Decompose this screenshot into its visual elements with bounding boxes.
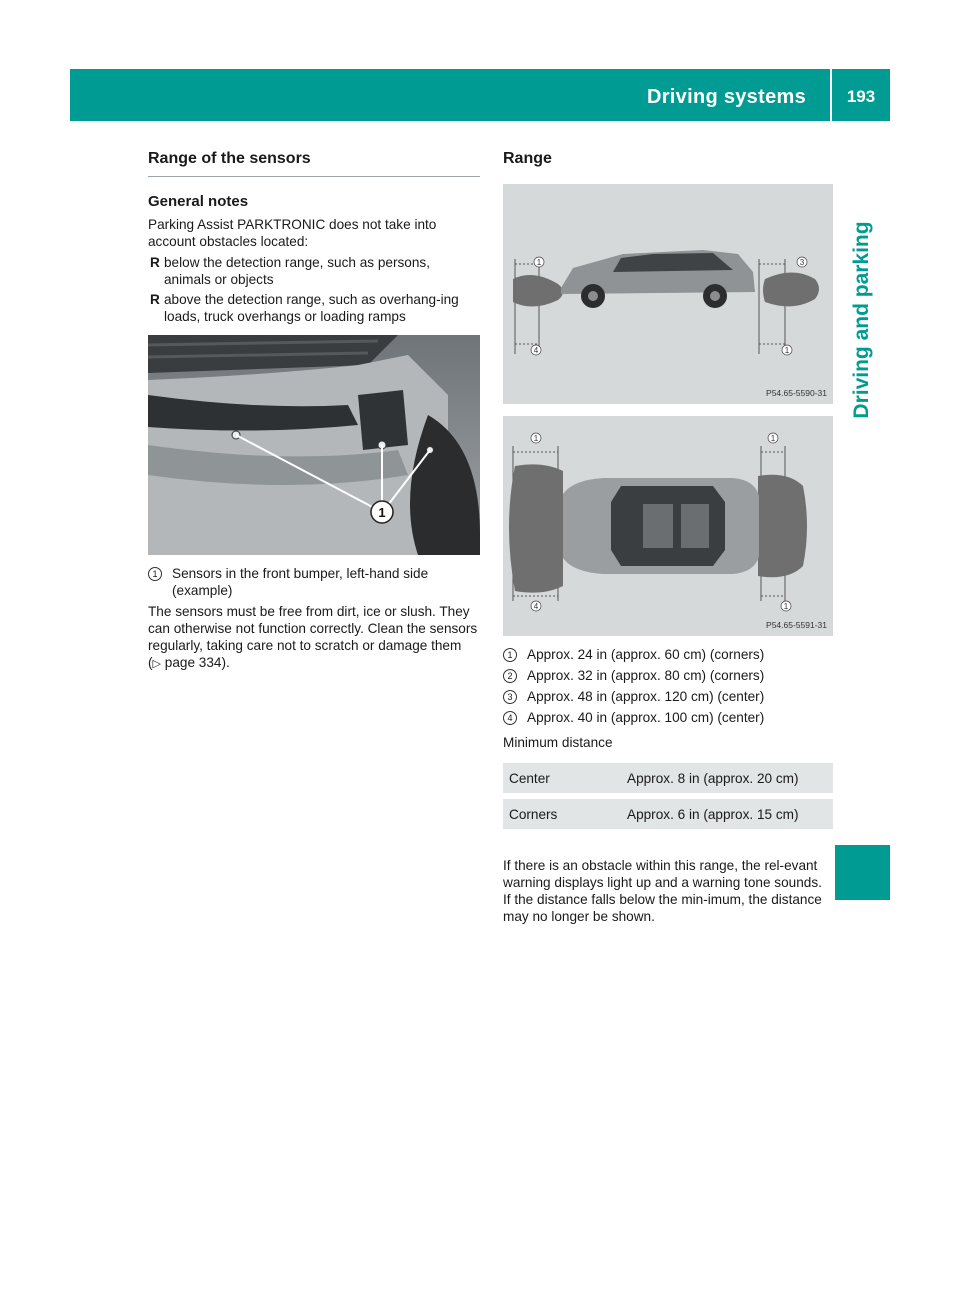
legend-number: 4 <box>503 711 517 725</box>
paragraph-text: ). <box>221 655 230 670</box>
side-tab-label: Driving and parking <box>850 221 873 419</box>
side-tab-block <box>835 845 890 900</box>
zone-label: 1 <box>770 434 776 443</box>
bumper-sensor-figure <box>148 335 480 555</box>
legend-item <box>148 565 480 599</box>
legend-item <box>503 646 833 663</box>
right-column <box>503 150 833 929</box>
zone-label: 4 <box>533 602 539 611</box>
sensor-cleaning-paragraph <box>148 603 480 673</box>
zone-label: 4 <box>533 346 539 355</box>
legend-text: Approx. 32 in (approx. 80 cm) (corners) <box>527 668 765 683</box>
zone-label: 1 <box>533 434 539 443</box>
left-column <box>148 150 480 677</box>
legend-number: 1 <box>148 567 162 581</box>
table-cell-zone: Center <box>503 763 621 793</box>
minimum-distance-table <box>503 757 833 835</box>
zone-label: 1 <box>783 602 789 611</box>
range-side-view-figure <box>503 184 833 404</box>
intro-paragraph: Parking Assist PARKTRONIC does not take into account obstacles located: <box>148 217 437 249</box>
bullet-marker: R <box>150 255 160 270</box>
legend-text: Approx. 24 in (approx. 60 cm) (corners) <box>527 647 765 662</box>
table-cell-zone: Corners <box>503 799 621 829</box>
subheading-general-notes: General notes <box>148 193 249 210</box>
table-row <box>503 763 833 793</box>
figure-code: P54.65-5591-31 <box>766 620 827 630</box>
figure-code: P54.65-5590-31 <box>766 388 827 398</box>
table-row <box>503 799 833 829</box>
min-distance-label: Minimum distance <box>503 735 613 750</box>
link-arrow-icon: ▷ <box>152 658 161 670</box>
table-cell-value: Approx. 6 in (approx. 15 cm) <box>621 799 833 829</box>
legend-number: 3 <box>503 690 517 704</box>
zone-label: 1 <box>536 258 542 267</box>
legend-item <box>503 688 833 705</box>
legend-text: Sensors in the front bumper, left-hand side (example) <box>172 566 429 598</box>
bullet-text: above the detection range, such as overhang-ing loads, truck overhangs or loading ramps <box>164 292 459 324</box>
legend-number: 1 <box>503 648 517 662</box>
bullet-item <box>148 291 480 325</box>
section-title-range: Range <box>503 150 552 167</box>
page-number: 193 <box>846 87 876 106</box>
page-reference-link[interactable]: page 334 <box>164 655 222 670</box>
closing-paragraph: If there is an obstacle within this range, the rel-evant warning displays light up and a warning tone sounds. If the distance falls below the min-imum, the distance may no longer be shown. <box>503 858 822 924</box>
section-title-range-of-sensors: Range of the sensors <box>148 150 480 177</box>
zone-label: 3 <box>799 258 805 267</box>
callout-number: 1 <box>378 505 386 520</box>
legend-text: Approx. 48 in (approx. 120 cm) (center) <box>527 689 765 704</box>
legend-text: Approx. 40 in (approx. 100 cm) (center) <box>527 710 765 725</box>
legend-item <box>503 709 833 726</box>
zone-label: 1 <box>784 346 790 355</box>
bullet-item <box>148 254 480 288</box>
bullet-marker: R <box>150 292 160 307</box>
range-top-view-figure <box>503 416 833 636</box>
legend-item <box>503 667 833 684</box>
page-header <box>70 69 890 121</box>
table-cell-value: Approx. 8 in (approx. 20 cm) <box>621 763 833 793</box>
paragraph-text: The sensors must be free from dirt, ice or slush. They can otherwise not function correctly. Clean the sensors regularly, taking care not to scratch or damage them ( <box>148 604 478 670</box>
bullet-text: below the detection range, such as persons, animals or objects <box>164 255 431 287</box>
chapter-title: Driving systems <box>646 86 806 108</box>
legend-number: 2 <box>503 669 517 683</box>
